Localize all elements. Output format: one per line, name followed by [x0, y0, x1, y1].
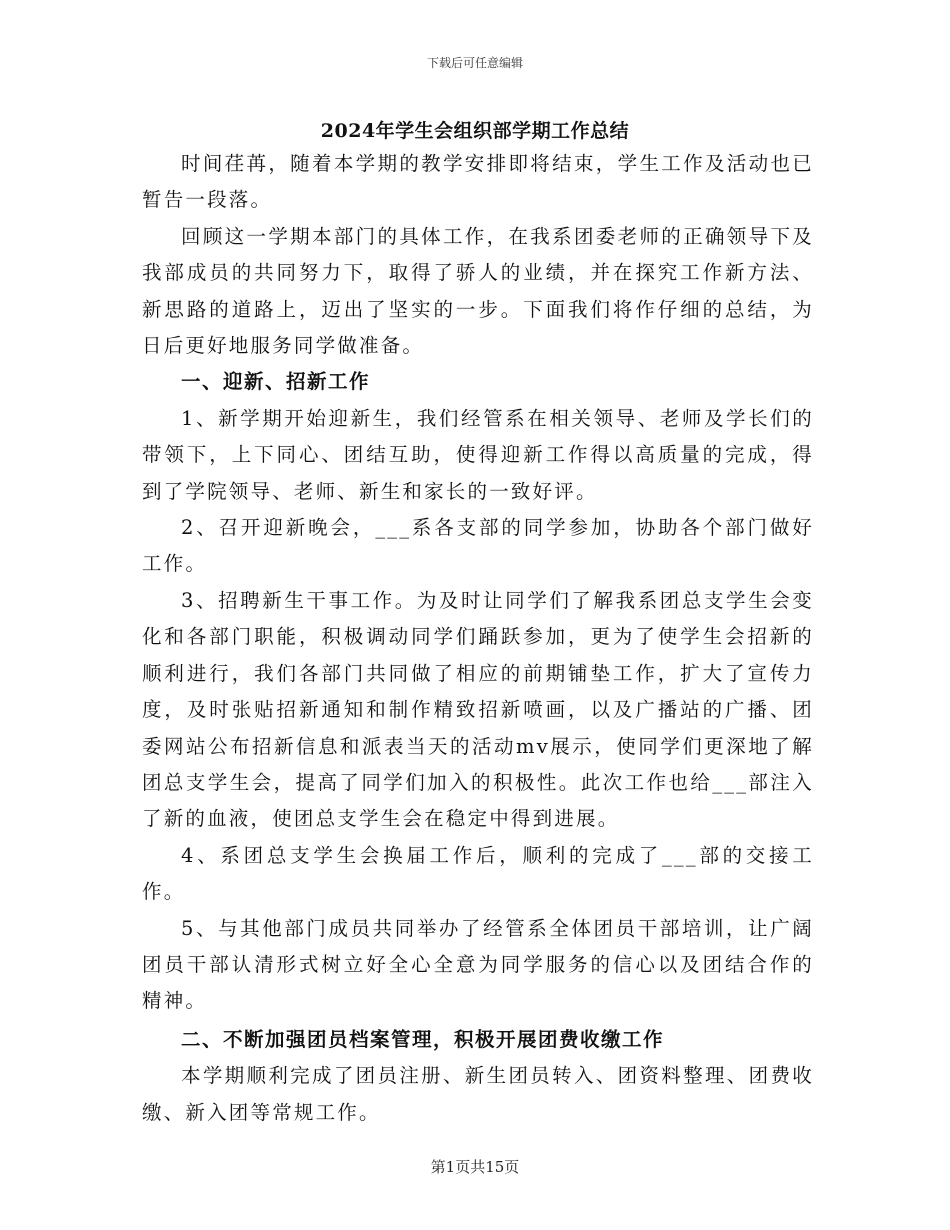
- intro-paragraph: 时间荏苒，随着本学期的教学安排即将结束，学生工作及活动也已暂告一段落。: [142, 152, 814, 212]
- review-paragraph: 回顾这一学期本部门的具体工作，在我系团委老师的正确领导下及我部成员的共同努力下，取得了骄人的业绩，并在探究工作新方法、新思路的道路上，迈出了坚实的一步。下面我们将作仔细的总结，为日后更好地服务同学做准备。: [142, 224, 814, 358]
- section-heading-recruitment: 一、迎新、招新工作: [181, 370, 371, 394]
- list-item: 本学期顺利完成了团员注册、新生团员转入、团资料整理、团费收缴、新入团等常规工作。: [142, 1064, 814, 1124]
- page-header: 下载后可任意编辑: [426, 56, 523, 70]
- document-title: 2024年学生会组织部学期工作总结: [320, 120, 630, 142]
- list-item: 4、系团总支学生会换届工作后，顺利的完成了___部的交接工作。: [142, 843, 814, 904]
- document-body: [142, 146, 814, 1131]
- list-item: 2、召开迎新晚会，___系各支部的同学参加，协助各个部门做好工作。: [142, 516, 814, 576]
- list-item: 3、招聘新生干事工作。为及时让同学们了解我系团总支学生会变化和各部门职能，积极调动同学们踊跃参加，更为了使学生会招新的顺利进行，我们各部门共同做了相应的前期铺垫工作，扩大了宣传力度，及时张贴招新通知和制作精致招新喷画，以及广播站的广播、团委网站公布招新信息和派表当天的活动mv展示，使同学们更深地了解团总支学生会，提高了同学们加入的积极性。此次工作也给___部注入了新的血液，使团总支学生会在稳定中得到进展。: [142, 588, 814, 831]
- page-footer: 第1页共15页: [430, 1158, 520, 1176]
- list-item: 5、与其他部门成员共同举办了经管系全体团员干部培训，让广阔团员干部认清形式树立好全心全意为同学服务的信心以及团结合作的精神。: [142, 916, 814, 1013]
- list-item: 1、新学期开始迎新生，我们经管系在相关领导、老师及学长们的带领下，上下同心、团结互助，使得迎新工作得以高质量的完成，得到了学院领导、老师、新生和家长的一致好评。: [142, 406, 814, 503]
- section-heading-archives: 二、不断加强团员档案管理，积极开展团费收缴工作: [181, 1027, 665, 1051]
